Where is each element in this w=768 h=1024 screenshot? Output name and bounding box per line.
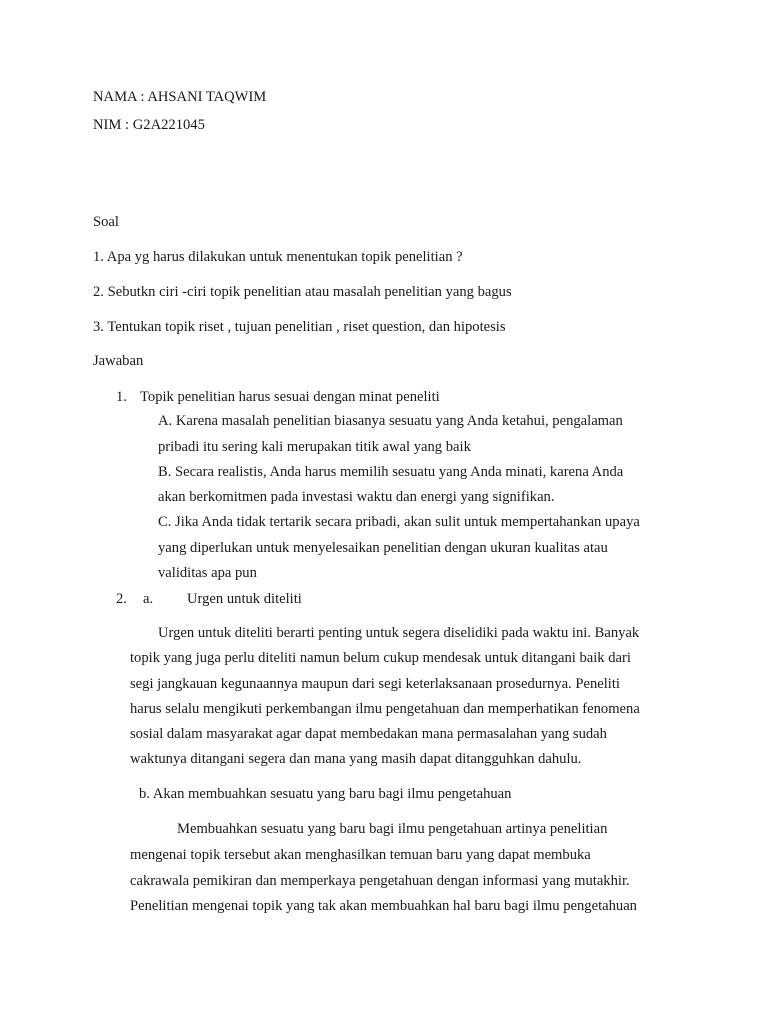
sub-title: b. Akan membuahkan sesuatu yang baru bagi ilmu pengetahuan — [139, 786, 512, 802]
answer-number: 2. — [116, 591, 127, 607]
sub-letter: a. — [143, 591, 154, 607]
paragraph-line: Membuahkan sesuatu yang baru bagi ilmu pengetahuan artinya penelitian — [177, 821, 608, 837]
question-item: 2. Sebutkn ciri -ciri topik penelitian atau masalah penelitian yang bagus — [93, 284, 512, 300]
paragraph-line: sosial dalam masyarakat agar dapat membedakan mana permasalahan yang sudah — [130, 726, 607, 742]
jawaban-heading: Jawaban — [93, 353, 144, 369]
answer-title: Topik penelitian harus sesuai dengan minat peneliti — [140, 389, 440, 405]
sub-title: Urgen untuk diteliti — [187, 591, 302, 607]
paragraph-line: topik yang juga perlu diteliti namun belum cukup mendesak untuk ditangani baik dari — [130, 650, 631, 666]
student-name: NAMA : AHSANI TAQWIM — [93, 89, 267, 105]
answer-number: 1. — [116, 389, 127, 405]
answer-line: A. Karena masalah penelitian biasanya sesuatu yang Anda ketahui, pengalaman — [158, 413, 623, 429]
paragraph-line: cakrawala pemikiran dan memperkaya pengetahuan dengan informasi yang mutakhir. — [130, 873, 630, 889]
paragraph-line: Urgen untuk diteliti berarti penting untuk segera diselidiki pada waktu ini. Banyak — [158, 625, 640, 641]
question-item: 1. Apa yg harus dilakukan untuk menentukan topik penelitian ? — [93, 249, 463, 265]
paragraph-line: Penelitian mengenai topik yang tak akan membuahkan hal baru bagi ilmu pengetahuan — [130, 898, 637, 914]
answer-line: validitas apa pun — [158, 565, 257, 581]
paragraph-line: harus selalu mengikuti perkembangan ilmu pengetahuan dan memperhatikan fenomena — [130, 701, 640, 717]
student-nim: NIM : G2A221045 — [93, 117, 205, 133]
answer-line: akan berkomitmen pada investasi waktu dan energi yang signifikan. — [158, 489, 555, 505]
paragraph-line: segi jangkauan kegunaannya maupun dari segi keterlaksanaan prosedurnya. Peneliti — [130, 676, 620, 692]
question-item: 3. Tentukan topik riset , tujuan penelitian , riset question, dan hipotesis — [93, 319, 506, 335]
paragraph-line: mengenai topik tersebut akan menghasilkan temuan baru yang dapat membuka — [130, 847, 591, 863]
answer-line: pribadi itu sering kali merupakan titik awal yang baik — [158, 439, 471, 455]
paragraph-line: waktunya ditangani segera dan mana yang masih dapat ditangguhkan dahulu. — [130, 751, 582, 767]
soal-heading: Soal — [93, 214, 119, 230]
answer-line: yang diperlukan untuk menyelesaikan penelitian dengan ukuran kualitas atau — [158, 540, 608, 556]
answer-line: B. Secara realistis, Anda harus memilih sesuatu yang Anda minati, karena Anda — [158, 464, 624, 480]
answer-line: C. Jika Anda tidak tertarik secara pribadi, akan sulit untuk mempertahankan upaya — [158, 514, 640, 530]
